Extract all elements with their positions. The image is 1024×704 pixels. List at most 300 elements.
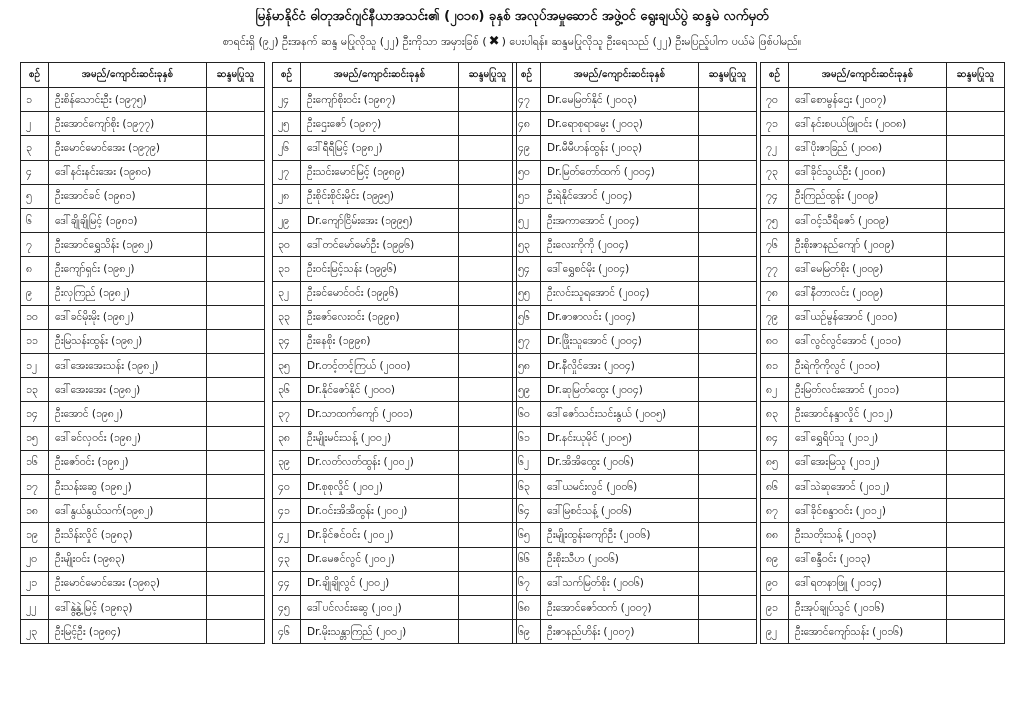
vote-mark-cell[interactable] (699, 257, 757, 281)
table-row (21, 305, 265, 329)
vote-mark-cell[interactable] (459, 354, 517, 378)
vote-mark-cell[interactable] (699, 475, 757, 499)
table-row (21, 184, 265, 208)
vote-mark-cell[interactable] (947, 450, 1005, 474)
table-row (761, 354, 1005, 378)
vote-mark-cell[interactable] (699, 281, 757, 305)
candidate-name: ဦးနေစိုး (၁၉၉၈) (301, 329, 459, 353)
table-row (761, 620, 1005, 644)
table-row (21, 160, 265, 184)
candidate-name: ဒေါ်နီတာလင်း (၂၀၀၉) (789, 281, 947, 305)
table-row (21, 354, 265, 378)
vote-mark-cell[interactable] (947, 475, 1005, 499)
vote-mark-cell[interactable] (207, 281, 265, 305)
table-row (513, 620, 757, 644)
table-row (761, 208, 1005, 232)
table-row (273, 426, 517, 450)
candidate-name: ဒေါ်အေးမြသူ (၂၀၁၂) (789, 450, 947, 474)
candidate-name: ဒေါ်ပင်လင်းဆွေ (၂၀၀၂) (301, 595, 459, 619)
candidate-number: ၇၂ (761, 136, 789, 160)
vote-mark-cell[interactable] (459, 426, 517, 450)
candidate-name: Dr.ဝင်းအိအိထွန်း (၂၀၀၂) (301, 499, 459, 523)
candidate-number: ၅၇ (513, 329, 541, 353)
table-row (21, 450, 265, 474)
header-vote: ဆန္ဒမပြုသူ (699, 63, 757, 88)
vote-mark-cell[interactable] (699, 378, 757, 402)
vote-mark-cell[interactable] (947, 281, 1005, 305)
vote-mark-cell[interactable] (699, 354, 757, 378)
vote-mark-cell[interactable] (207, 136, 265, 160)
vote-mark-cell[interactable] (947, 233, 1005, 257)
vote-mark-cell[interactable] (947, 402, 1005, 426)
vote-mark-cell[interactable] (459, 329, 517, 353)
vote-mark-cell[interactable] (947, 620, 1005, 644)
candidate-number: ၉၁ (761, 595, 789, 619)
candidate-name: ဒေါ်သဲဆုအောင် (၂၀၁၂) (789, 475, 947, 499)
table-row (273, 88, 517, 112)
table-row (513, 354, 757, 378)
vote-mark-cell[interactable] (459, 112, 517, 136)
table-row (513, 281, 757, 305)
candidate-name: ဒေါ်ပိုးဇာခြည် (၂၀၀၈) (789, 136, 947, 160)
vote-mark-cell[interactable] (699, 547, 757, 571)
table-row (513, 571, 757, 595)
table-row (513, 595, 757, 619)
table-row (273, 499, 517, 523)
candidate-name: ဒေါ်လွင်လွင်အောင် (၂၀၁၀) (789, 329, 947, 353)
vote-mark-cell[interactable] (699, 523, 757, 547)
table-row (513, 112, 757, 136)
vote-mark-cell[interactable] (699, 208, 757, 232)
candidate-number: ၇၇ (761, 257, 789, 281)
table-row (21, 112, 265, 136)
vote-mark-cell[interactable] (459, 281, 517, 305)
candidate-name: ဒေါ်အေးအေး (၁၉၈၂) (49, 378, 207, 402)
candidate-number: ၆ (21, 208, 49, 232)
candidate-number: ၆၆ (513, 547, 541, 571)
candidate-number: ၁၇ (21, 475, 49, 499)
table-row (273, 354, 517, 378)
candidate-number: ၄၆ (273, 620, 301, 644)
table-row (273, 475, 517, 499)
vote-mark-cell[interactable] (207, 499, 265, 523)
table-row (761, 571, 1005, 595)
table-row (273, 305, 517, 329)
vote-mark-cell[interactable] (947, 499, 1005, 523)
vote-mark-cell[interactable] (947, 257, 1005, 281)
candidate-name: ဦးလေးကိုကို (၂၀၀၄) (541, 233, 699, 257)
vote-mark-cell[interactable] (207, 354, 265, 378)
vote-mark-cell[interactable] (947, 426, 1005, 450)
table-row (273, 160, 517, 184)
table-row (761, 305, 1005, 329)
table-row (513, 305, 757, 329)
candidate-number: ၃၁ (273, 257, 301, 281)
vote-mark-cell[interactable] (207, 402, 265, 426)
vote-mark-cell[interactable] (947, 208, 1005, 232)
candidate-name: ဒေါ်ခိုင်သွယ်ဦး (၂၀၀၈) (789, 160, 947, 184)
vote-mark-cell[interactable] (459, 499, 517, 523)
vote-mark-cell[interactable] (699, 595, 757, 619)
vote-mark-cell[interactable] (699, 233, 757, 257)
vote-mark-cell[interactable] (459, 450, 517, 474)
candidate-name: ဒေါ်ခင်မိုးမိုး (၁၉၈၂) (49, 305, 207, 329)
table-row (273, 523, 517, 547)
candidate-name: Dr.မိုးသန္တာကြည် (၂၀၀၂) (301, 620, 459, 644)
candidate-number: ၁၁ (21, 329, 49, 353)
header-name: အမည်/ကျောင်းဆင်းခုနှစ် (789, 63, 947, 88)
candidate-name: ဦးအောင်ကျော်စိုး (၁၉၇၇) (49, 112, 207, 136)
table-row (761, 402, 1005, 426)
instruction-text-after: ) ပေးပါရန်။ ဆန္ဒမပြုလိုသူ ဦးရေသည် (၂၂) ဦးမပြည့်ပါက ပယ်မဲ ဖြစ်ပါမည်။ (501, 35, 802, 48)
vote-mark-cell[interactable] (947, 305, 1005, 329)
table-row (513, 378, 757, 402)
vote-mark-cell[interactable] (947, 595, 1005, 619)
table-row (513, 450, 757, 474)
candidate-number: ၅၉ (513, 378, 541, 402)
vote-mark-cell[interactable] (459, 184, 517, 208)
candidate-name: Dr.သာထက်ကျော် (၂၀၀၁) (301, 402, 459, 426)
table-row (761, 160, 1005, 184)
table-row (513, 88, 757, 112)
candidate-number: ၅၂ (513, 208, 541, 232)
vote-mark-cell[interactable] (207, 378, 265, 402)
candidate-name: ဒေါ်ခိုင်စန္ဒာဝင်း (၂၀၁၂) (789, 499, 947, 523)
candidate-name: Dr.နိုင်ဇော်နိုင် (၂၀၀၀) (301, 378, 459, 402)
vote-mark-cell[interactable] (947, 88, 1005, 112)
table-row (761, 426, 1005, 450)
table-row (761, 184, 1005, 208)
candidate-name: ဦးမျိုးဝင်း (၁၉၈၃) (49, 547, 207, 571)
candidate-name: ဒေါ်သက်မြတ်စိုး (၂၀၀၆) (541, 571, 699, 595)
table-row (21, 281, 265, 305)
vote-mark-cell[interactable] (459, 233, 517, 257)
vote-mark-cell[interactable] (699, 426, 757, 450)
table-row (273, 112, 517, 136)
vote-mark-cell[interactable] (699, 184, 757, 208)
candidate-name: ဦးအောင် (၁၉၈၂) (49, 402, 207, 426)
table-header-row (21, 63, 265, 88)
table-row (761, 233, 1005, 257)
vote-mark-cell[interactable] (207, 208, 265, 232)
vote-mark-cell[interactable] (207, 426, 265, 450)
vote-mark-cell[interactable] (207, 475, 265, 499)
table-row (21, 475, 265, 499)
vote-mark-cell[interactable] (207, 88, 265, 112)
candidate-number: ၂၅ (273, 112, 301, 136)
table-row (761, 595, 1005, 619)
vote-mark-cell[interactable] (699, 450, 757, 474)
vote-mark-cell[interactable] (699, 329, 757, 353)
candidate-name: ဒေါ်ခင်လှဝင်း (၁၉၈၂) (49, 426, 207, 450)
candidate-name: ဦးစိန်သောင်းဦး (၁၉၇၅) (49, 88, 207, 112)
candidate-name: ဒေါ်တင်မော်မော်ဦး (၁၉၉၆) (301, 233, 459, 257)
vote-mark-cell[interactable] (459, 257, 517, 281)
candidate-name: ဦးသင်းမောင်မြင့် (၁၉၈၉) (301, 160, 459, 184)
vote-mark-cell[interactable] (207, 233, 265, 257)
candidate-number: ၁၅ (21, 426, 49, 450)
table-row (273, 184, 517, 208)
candidate-number: ၅၆ (513, 305, 541, 329)
vote-mark-cell[interactable] (207, 305, 265, 329)
vote-mark-cell[interactable] (459, 523, 517, 547)
vote-mark-cell[interactable] (699, 571, 757, 595)
candidate-number: ၃ (21, 136, 49, 160)
candidate-number: ၁၀ (21, 305, 49, 329)
vote-mark-cell[interactable] (207, 184, 265, 208)
candidate-name: ဦးမြင့်ဦး (၁၉၈၄) (49, 620, 207, 644)
vote-mark-cell[interactable] (207, 620, 265, 644)
candidate-name: ဦးလှကြည် (၁၉၈၂) (49, 281, 207, 305)
candidate-number: ၂၀ (21, 547, 49, 571)
header-vote: ဆန္ဒမပြုသူ (459, 63, 517, 88)
candidate-number: ၁၉ (21, 523, 49, 547)
table-row (273, 547, 517, 571)
candidate-number: ၆၄ (513, 499, 541, 523)
candidate-name: ဦးအကာအောင် (၂၀၀၄) (541, 208, 699, 232)
candidate-name: Dr.ဇာဇာလင်း (၂၀၀၄) (541, 305, 699, 329)
candidate-name: ဦးကျော်စိုးဝင်း (၁၉၈၇) (301, 88, 459, 112)
table-row (761, 523, 1005, 547)
candidate-name: ဒေါ်ချိုချိုမြင့် (၁၉၈၁) (49, 208, 207, 232)
candidate-number: ၃၅ (273, 354, 301, 378)
table-header-row (761, 63, 1005, 88)
table-row (761, 499, 1005, 523)
candidate-number: ၅၀ (513, 160, 541, 184)
candidate-name: ဒေါ်ဝင့်သီရိဇော် (၂၀၀၉) (789, 208, 947, 232)
candidate-name: ဒေါ်ယဉ်မွန်အောင် (၂၀၁၀) (789, 305, 947, 329)
vote-mark-cell[interactable] (459, 620, 517, 644)
vote-mark-cell[interactable] (699, 499, 757, 523)
voting-table-2 (272, 62, 517, 644)
vote-mark-cell[interactable] (207, 160, 265, 184)
candidate-number: ၇၅ (761, 208, 789, 232)
table-row (21, 426, 265, 450)
candidate-number: ၈၃ (761, 402, 789, 426)
table-row (513, 402, 757, 426)
vote-mark-cell[interactable] (699, 160, 757, 184)
candidate-number: ၄၁ (273, 499, 301, 523)
vote-mark-cell[interactable] (207, 450, 265, 474)
candidate-name: Dr.တင့်တင့်ကြယ် (၂၀၀၀) (301, 354, 459, 378)
vote-mark-cell[interactable] (207, 595, 265, 619)
vote-mark-cell[interactable] (947, 378, 1005, 402)
vote-mark-cell[interactable] (947, 112, 1005, 136)
candidate-name: Dr.မေမြတ်နိုင် (၂၀၀၃) (541, 88, 699, 112)
candidate-name: ဒေါ်စန္ဒီဝင်း (၂၀၁၃) (789, 547, 947, 571)
vote-mark-cell[interactable] (459, 378, 517, 402)
instruction-text-before: စာရင်းရှိ (၉၂) ဦးအနက် ဆန္ဒ မပြုလိုသူ (၂၂) ဦးကိုသာ အမှားခြစ် ( (222, 35, 487, 48)
vote-mark-cell[interactable] (459, 208, 517, 232)
voting-table-1 (20, 62, 265, 644)
table-row (21, 88, 265, 112)
candidate-name: ဦးစိုးသီဟ (၂၀၀၆) (541, 547, 699, 571)
candidate-name: ဦးရဲနိုင်အောင် (၂၀၀၄) (541, 184, 699, 208)
vote-mark-cell[interactable] (699, 305, 757, 329)
candidate-name: ဦးမောင်မောင်အေး (၁၉၇၉) (49, 136, 207, 160)
vote-mark-cell[interactable] (947, 571, 1005, 595)
candidate-name: ဦးစိုင်းစိုင်းမိုင်း (၁၉၉၅) (301, 184, 459, 208)
candidate-name: ဒေါ်နင်းနင်းအေး (၁၉၈၀) (49, 160, 207, 184)
candidate-name: Dr.လတ်လတ်ထွန်း (၂၀၀၂) (301, 450, 459, 474)
table-row (761, 281, 1005, 305)
vote-mark-cell[interactable] (459, 547, 517, 571)
vote-mark-cell[interactable] (947, 160, 1005, 184)
candidate-number: ၇ (21, 233, 49, 257)
candidate-name: ဦးကျော်ရှင်း (၁၉၈၂) (49, 257, 207, 281)
vote-mark-cell[interactable] (947, 136, 1005, 160)
vote-mark-cell[interactable] (947, 329, 1005, 353)
candidate-number: ၄၀ (273, 475, 301, 499)
candidate-number: ၈၈ (761, 523, 789, 547)
table-row (761, 450, 1005, 474)
candidate-name: Dr.ရောစုရာမွေး (၂၀၀၃) (541, 112, 699, 136)
vote-mark-cell[interactable] (699, 136, 757, 160)
candidate-name: ဦးဝင်းမြင့်သန်း (၁၉၉၆) (301, 257, 459, 281)
candidate-number: ၄၅ (273, 595, 301, 619)
vote-mark-cell[interactable] (459, 136, 517, 160)
table-row (513, 499, 757, 523)
candidate-number: ၃၃ (273, 305, 301, 329)
table-row (21, 136, 265, 160)
candidate-number: ၅၈ (513, 354, 541, 378)
candidate-number: ၅၄ (513, 257, 541, 281)
candidate-number: ၁၆ (21, 450, 49, 474)
candidate-number: ၈၆ (761, 475, 789, 499)
vote-mark-cell[interactable] (699, 620, 757, 644)
candidate-name: ဦးရဲကိုကိုလွင် (၂၀၁၀) (789, 354, 947, 378)
table-row (273, 208, 517, 232)
ballot-instructions (0, 34, 1024, 51)
candidate-number: ၇၀ (761, 88, 789, 112)
table-row (513, 208, 757, 232)
header-vote: ဆန္ဒမပြုသူ (207, 63, 265, 88)
candidate-name: Dr.မြတ်တော်ထက် (၂၀၀၄) (541, 160, 699, 184)
table-row (21, 402, 265, 426)
candidate-number: ၁၈ (21, 499, 49, 523)
vote-mark-cell[interactable] (947, 354, 1005, 378)
candidate-number: ၆၂ (513, 450, 541, 474)
candidate-number: ၁၃ (21, 378, 49, 402)
candidate-number: ၇၈ (761, 281, 789, 305)
candidate-number: ၃၄ (273, 329, 301, 353)
candidate-name: ဦးဇာနည်ဟိန်း (၂၀၀၇) (541, 620, 699, 644)
candidate-number: ၂၃ (21, 620, 49, 644)
candidate-number: ၈၅ (761, 450, 789, 474)
table-row (513, 547, 757, 571)
vote-mark-cell[interactable] (459, 160, 517, 184)
vote-mark-cell[interactable] (947, 523, 1005, 547)
candidate-number: ၄၉ (513, 136, 541, 160)
candidate-number: ၁ (21, 88, 49, 112)
candidate-number: ၄ (21, 160, 49, 184)
candidate-name: ဒေါ်စောမွန်ဌေး (၂၀၀၇) (789, 88, 947, 112)
candidate-number: ၂၂ (21, 595, 49, 619)
candidate-number: ၆၁ (513, 426, 541, 450)
header-name: အမည်/ကျောင်းဆင်းခုနှစ် (49, 63, 207, 88)
header-name: အမည်/ကျောင်းဆင်းခုနှစ် (541, 63, 699, 88)
table-row (761, 136, 1005, 160)
table-row (273, 257, 517, 281)
table-row (513, 426, 757, 450)
candidate-name: ဦးအောင်ရွှေသိန်း (၁၉၈၂) (49, 233, 207, 257)
vote-mark-cell[interactable] (459, 402, 517, 426)
candidate-name: ဦးသိန်းလှိုင် (၁၉၈၃) (49, 523, 207, 547)
table-row (273, 620, 517, 644)
vote-mark-cell[interactable] (947, 547, 1005, 571)
candidate-number: ၇၃ (761, 160, 789, 184)
candidate-number: ၈၄ (761, 426, 789, 450)
vote-mark-cell[interactable] (207, 112, 265, 136)
table-row (273, 378, 517, 402)
table-row (273, 329, 517, 353)
vote-mark-cell[interactable] (459, 305, 517, 329)
candidate-number: ၁၄ (21, 402, 49, 426)
header-no: စဉ် (273, 63, 301, 88)
candidate-name: Dr.နင်းယုမိုင် (၂၀၀၅) (541, 426, 699, 450)
vote-mark-cell[interactable] (459, 595, 517, 619)
candidate-name: Dr.ချိုချိုလွင် (၂၀၀၂) (301, 571, 459, 595)
table-row (21, 523, 265, 547)
vote-mark-cell[interactable] (699, 112, 757, 136)
vote-mark-cell[interactable] (207, 547, 265, 571)
vote-mark-cell[interactable] (459, 475, 517, 499)
candidate-number: ၄၄ (273, 571, 301, 595)
table-row (513, 184, 757, 208)
candidate-number: ၅၁ (513, 184, 541, 208)
vote-mark-cell[interactable] (207, 571, 265, 595)
vote-mark-cell[interactable] (459, 571, 517, 595)
candidate-number: ၄၇ (513, 88, 541, 112)
table-row (273, 595, 517, 619)
table-header-row (273, 63, 517, 88)
candidate-name: ဦးလင်းသူရအောင် (၂၀၀၄) (541, 281, 699, 305)
table-row (761, 547, 1005, 571)
table-row (21, 547, 265, 571)
candidate-name: ဒေါ်မြစင်သန့် (၂၀၀၆) (541, 499, 699, 523)
candidate-number: ၃၆ (273, 378, 301, 402)
table-row (513, 233, 757, 257)
candidate-number: ၅၅ (513, 281, 541, 305)
candidate-name: Dr.ဆုမြတ်ထွေး (၂၀၀၄) (541, 378, 699, 402)
candidate-name: ဒေါ်အေးအေးသန်း (၁၉၈၂) (49, 354, 207, 378)
candidate-number: ၃၂ (273, 281, 301, 305)
table-row (21, 329, 265, 353)
candidate-name: ဒေါ်ရတနာဖြူ (၂၀၁၄) (789, 571, 947, 595)
vote-mark-cell[interactable] (207, 329, 265, 353)
candidate-name: ဒေါ်မေမြတ်စိုး (၂၀၀၉) (789, 257, 947, 281)
table-row (273, 450, 517, 474)
vote-mark-cell[interactable] (699, 88, 757, 112)
vote-mark-cell[interactable] (947, 184, 1005, 208)
vote-mark-cell[interactable] (207, 257, 265, 281)
vote-mark-cell[interactable] (459, 88, 517, 112)
table-row (513, 257, 757, 281)
table-row (761, 378, 1005, 402)
candidate-name: ဦးအောင်နန္ဒာလှိုင် (၂၀၁၂) (789, 402, 947, 426)
candidate-number: ၆၈ (513, 595, 541, 619)
header-no: စဉ် (513, 63, 541, 88)
candidate-number: ၆၇ (513, 571, 541, 595)
candidate-name: ဦးအောင်ဇော်ထက် (၂၀၀၇) (541, 595, 699, 619)
candidate-name: ဦးဇော်ဝင်း (၁၉၈၂) (49, 450, 207, 474)
vote-mark-cell[interactable] (699, 402, 757, 426)
candidate-number: ၈၇ (761, 499, 789, 523)
candidate-name: Dr.မေဇင်လွင် (၂၀၀၂) (301, 547, 459, 571)
table-row (513, 475, 757, 499)
table-row (761, 88, 1005, 112)
vote-mark-cell[interactable] (207, 523, 265, 547)
